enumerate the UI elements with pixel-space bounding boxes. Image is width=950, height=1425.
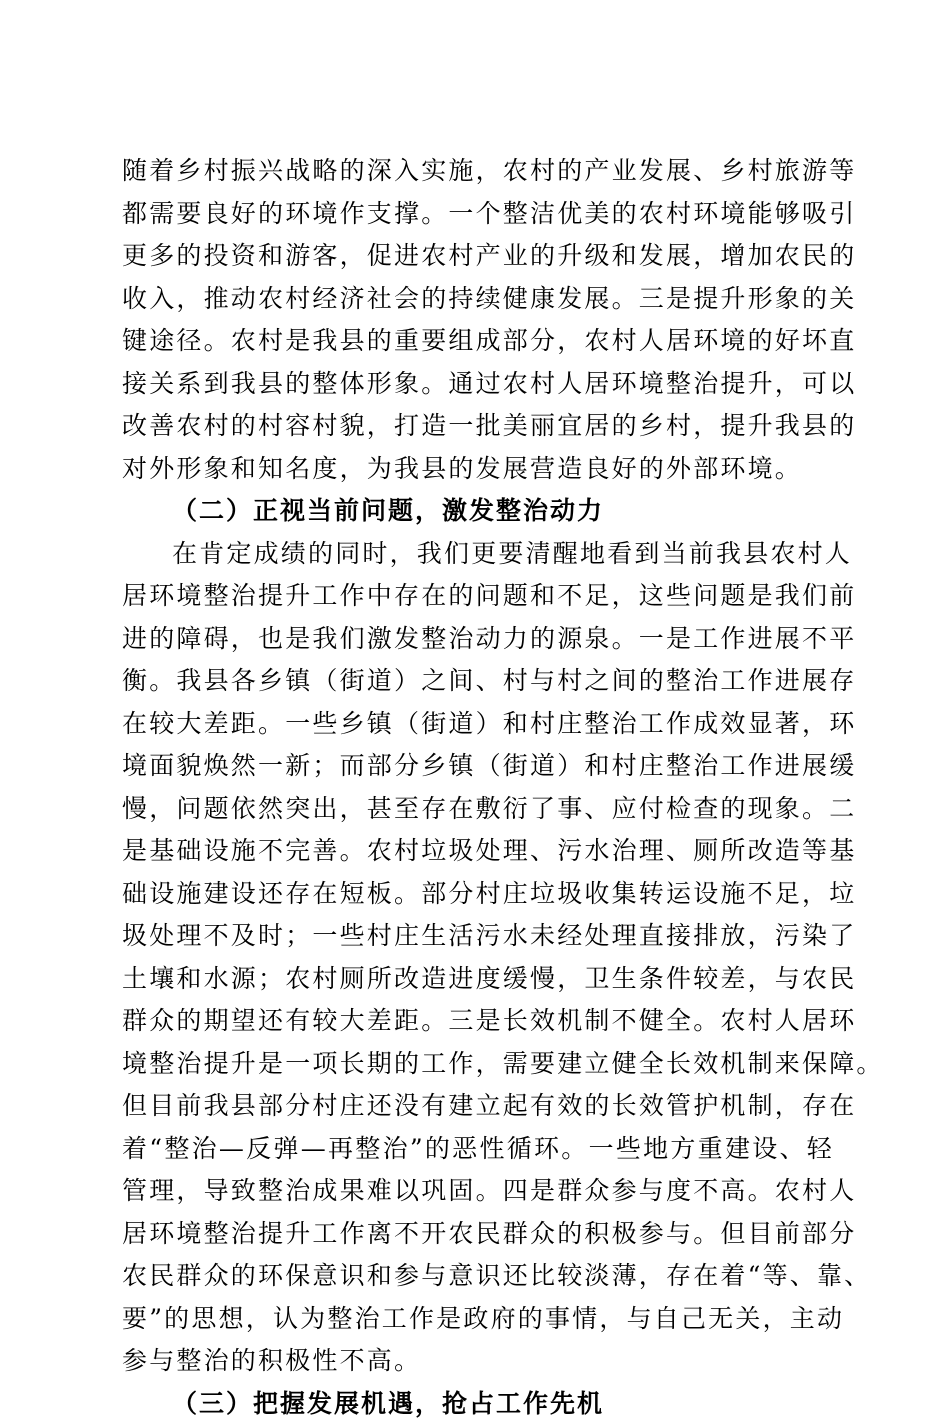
text-line: 参与整治的积极性不高。 bbox=[122, 1340, 834, 1383]
text-line: 都需要良好的环境作支撑。一个整洁优美的农村环境能够吸引 bbox=[122, 193, 834, 236]
text-line: 境面貌焕然一新；而部分乡镇（街道）和村庄整治工作进展缓 bbox=[122, 745, 834, 788]
text-line: 进的障碍，也是我们激发整治动力的源泉。一是工作进展不平 bbox=[122, 618, 834, 661]
text-line: 居环境整治提升工作离不开农民群众的积极参与。但目前部分 bbox=[122, 1213, 834, 1256]
text-line: 衡。我县各乡镇（街道）之间、村与村之间的整治工作进展存 bbox=[122, 660, 834, 703]
text-line: 接关系到我县的整体形象。通过农村人居环境整治提升，可以 bbox=[122, 363, 834, 406]
text-line: 境整治提升是一项长期的工作，需要建立健全长效机制来保障。 bbox=[122, 1043, 834, 1086]
text-line: 居环境整治提升工作中存在的问题和不足，这些问题是我们前 bbox=[122, 575, 834, 618]
text-line: 管理，导致整治成果难以巩固。四是群众参与度不高。农村人 bbox=[122, 1170, 834, 1213]
text-line: 改善农村的村容村貌，打造一批美丽宜居的乡村，提升我县的 bbox=[122, 405, 834, 448]
paragraph-1 bbox=[122, 150, 834, 490]
text-line: 在较大差距。一些乡镇（街道）和村庄整治工作成效显著，环 bbox=[122, 703, 834, 746]
text-line: 键途径。农村是我县的重要组成部分，农村人居环境的好坏直 bbox=[122, 320, 834, 363]
text-line: 随着乡村振兴战略的深入实施，农村的产业发展、乡村旅游等 bbox=[122, 150, 834, 193]
text-line: 圾处理不及时；一些村庄生活污水未经处理直接排放，污染了 bbox=[122, 915, 834, 958]
paragraph-2 bbox=[122, 533, 834, 1383]
text-line: 但目前我县部分村庄还没有建立起有效的长效管护机制，存在 bbox=[122, 1085, 834, 1128]
text-line: 农民群众的环保意识和参与意识还比较淡薄，存在着“等、靠、 bbox=[122, 1255, 834, 1298]
document-body bbox=[122, 150, 834, 1425]
text-line: 础设施建设还存在短板。部分村庄垃圾收集转运设施不足，垃 bbox=[122, 873, 834, 916]
text-line: 群众的期望还有较大差距。三是长效机制不健全。农村人居环 bbox=[122, 1000, 834, 1043]
text-line: 对外形象和知名度，为我县的发展营造良好的外部环境。 bbox=[122, 448, 834, 491]
text-line: 慢，问题依然突出，甚至存在敷衍了事、应付检查的现象。二 bbox=[122, 788, 834, 831]
section-heading-2: （二）正视当前问题，激发整治动力 bbox=[122, 490, 834, 533]
section-heading-3: （三）把握发展机遇，抢占工作先机 bbox=[122, 1383, 834, 1425]
text-line: 要”的思想，认为整治工作是政府的事情，与自己无关，主动 bbox=[122, 1298, 834, 1341]
text-line: 是基础设施不完善。农村垃圾处理、污水治理、厕所改造等基 bbox=[122, 830, 834, 873]
text-line: 在肯定成绩的同时，我们更要清醒地看到当前我县农村人 bbox=[122, 533, 834, 576]
text-line: 更多的投资和游客，促进农村产业的升级和发展，增加农民的 bbox=[122, 235, 834, 278]
text-line: 土壤和水源；农村厕所改造进度缓慢，卫生条件较差，与农民 bbox=[122, 958, 834, 1001]
text-line: 着“整治—反弹—再整治”的恶性循环。一些地方重建设、轻 bbox=[122, 1128, 834, 1171]
text-line: 收入，推动农村经济社会的持续健康发展。三是提升形象的关 bbox=[122, 278, 834, 321]
